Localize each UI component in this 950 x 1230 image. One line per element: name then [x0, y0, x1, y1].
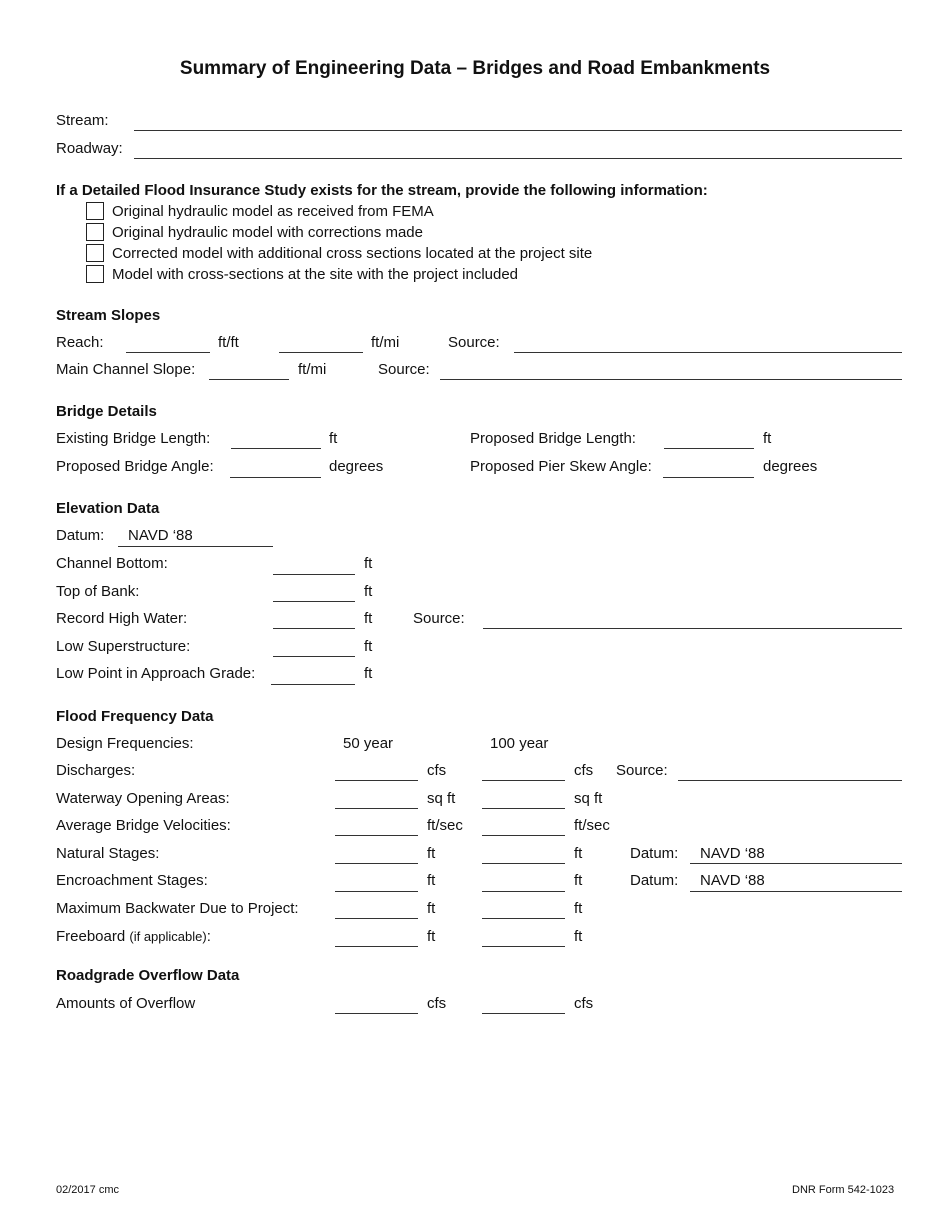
backwater-100-input[interactable] — [482, 918, 565, 919]
natural-stages-100-unit: ft — [574, 845, 583, 862]
stream-slopes-heading: Stream Slopes — [56, 307, 161, 324]
natural-stages-50-input[interactable] — [335, 863, 418, 864]
low-point-approach-grade-unit: ft — [364, 665, 373, 682]
proposed-bridge-angle-input[interactable] — [230, 477, 321, 478]
encroachment-datum-value: NAVD ‘88 — [700, 872, 765, 889]
freeboard-colon: : — [206, 928, 211, 945]
record-high-water-source-label: Source: — [413, 610, 465, 627]
velocities-100-input[interactable] — [482, 835, 565, 836]
natural-stages-datum-label: Datum: — [630, 845, 679, 862]
fis-option-2-label: Original hydraulic model with corrections made — [112, 224, 423, 241]
average-bridge-velocities-label: Average Bridge Velocities: — [56, 817, 231, 834]
encroachment-100-unit: ft — [574, 872, 583, 889]
top-of-bank-label: Top of Bank: — [56, 583, 140, 600]
amounts-of-overflow-label: Amounts of Overflow — [56, 995, 196, 1012]
discharges-100-unit: cfs — [574, 762, 594, 779]
proposed-bridge-length-label: Proposed Bridge Length: — [470, 430, 636, 447]
encroachment-50-unit: ft — [427, 872, 436, 889]
waterway-opening-50-input[interactable] — [335, 808, 418, 809]
proposed-bridge-length-input[interactable] — [664, 448, 754, 449]
record-high-water-label: Record High Water: — [56, 610, 188, 627]
reach-ftmi-input[interactable] — [279, 352, 363, 353]
maximum-backwater-label: Maximum Backwater Due to Project: — [56, 900, 299, 917]
flood-frequency-heading: Flood Frequency Data — [56, 708, 214, 725]
waterway-opening-100-unit: sq ft — [574, 790, 603, 807]
freeboard-100-unit: ft — [574, 928, 583, 945]
discharges-50-input[interactable] — [335, 780, 418, 781]
backwater-50-unit: ft — [427, 900, 436, 917]
velocities-100-unit: ft/sec — [574, 817, 610, 834]
natural-stages-label: Natural Stages: — [56, 845, 160, 862]
proposed-bridge-length-unit: ft — [763, 430, 772, 447]
freeboard-50-unit: ft — [427, 928, 436, 945]
freeboard-note: (if applicable) — [129, 929, 207, 944]
waterway-opening-100-input[interactable] — [482, 808, 565, 809]
proposed-bridge-angle-unit: degrees — [329, 458, 384, 475]
freeboard-label — [56, 928, 211, 945]
reach-source-label: Source: — [448, 334, 500, 351]
encroachment-stages-label: Encroachment Stages: — [56, 872, 208, 889]
reach-ftft-input[interactable] — [126, 352, 210, 353]
encroachment-datum-input[interactable] — [690, 891, 902, 892]
discharges-label: Discharges: — [56, 762, 136, 779]
backwater-50-input[interactable] — [335, 918, 418, 919]
elevation-datum-input[interactable] — [118, 546, 273, 547]
design-frequencies-label: Design Frequencies: — [56, 735, 194, 752]
freeboard-50-input[interactable] — [335, 946, 418, 947]
backwater-100-unit: ft — [574, 900, 583, 917]
encroachment-datum-label: Datum: — [630, 872, 679, 889]
fis-option-2-checkbox[interactable] — [86, 223, 104, 241]
proposed-bridge-angle-label: Proposed Bridge Angle: — [56, 458, 214, 475]
elevation-data-heading: Elevation Data — [56, 500, 160, 517]
footer-form-number: DNR Form 542-1023 — [792, 1184, 895, 1196]
main-channel-source-input[interactable] — [440, 379, 902, 380]
freeboard-100-input[interactable] — [482, 946, 565, 947]
fis-option-3-label: Corrected model with additional cross sections located at the project site — [112, 245, 593, 262]
pier-skew-angle-label: Proposed Pier Skew Angle: — [470, 458, 652, 475]
discharges-source-label: Source: — [616, 762, 668, 779]
low-point-approach-grade-label: Low Point in Approach Grade: — [56, 665, 256, 682]
reach-source-input[interactable] — [514, 352, 902, 353]
waterway-opening-areas-label: Waterway Opening Areas: — [56, 790, 230, 807]
discharges-100-input[interactable] — [482, 780, 565, 781]
low-superstructure-unit: ft — [364, 638, 373, 655]
existing-bridge-length-unit: ft — [329, 430, 338, 447]
fis-option-1-label: Original hydraulic model as received from FEMA — [112, 203, 434, 220]
roadway-input[interactable] — [134, 158, 902, 159]
record-high-water-unit: ft — [364, 610, 373, 627]
natural-stages-50-unit: ft — [427, 845, 436, 862]
discharges-50-unit: cfs — [427, 762, 447, 779]
col-50-year-header: 50 year — [343, 735, 394, 752]
waterway-opening-50-unit: sq ft — [427, 790, 456, 807]
top-of-bank-unit: ft — [364, 583, 373, 600]
discharges-source-input[interactable] — [678, 780, 902, 781]
reach-ftmi-unit: ft/mi — [371, 334, 400, 351]
encroachment-50-input[interactable] — [335, 891, 418, 892]
overflow-50-unit: cfs — [427, 995, 447, 1012]
natural-stages-100-input[interactable] — [482, 863, 565, 864]
channel-bottom-input[interactable] — [273, 574, 355, 575]
pier-skew-angle-input[interactable] — [663, 477, 754, 478]
main-channel-slope-label: Main Channel Slope: — [56, 361, 196, 378]
reach-ftft-unit: ft/ft — [218, 334, 239, 351]
low-superstructure-input[interactable] — [273, 656, 355, 657]
overflow-100-unit: cfs — [574, 995, 594, 1012]
natural-stages-datum-input[interactable] — [690, 863, 902, 864]
roadgrade-overflow-heading: Roadgrade Overflow Data — [56, 967, 240, 984]
channel-bottom-label: Channel Bottom: — [56, 555, 168, 572]
elevation-datum-label: Datum: — [56, 527, 105, 544]
overflow-50-input[interactable] — [335, 1013, 418, 1014]
stream-label: Stream: — [56, 112, 109, 129]
existing-bridge-length-label: Existing Bridge Length: — [56, 430, 211, 447]
col-100-year-header: 100 year — [490, 735, 549, 752]
fis-heading: If a Detailed Flood Insurance Study exists for the stream, provide the following information: — [56, 182, 708, 199]
low-point-approach-grade-input[interactable] — [271, 684, 355, 685]
velocities-50-input[interactable] — [335, 835, 418, 836]
fis-option-3-checkbox[interactable] — [86, 244, 104, 262]
bridge-details-heading: Bridge Details — [56, 403, 157, 420]
main-channel-slope-unit: ft/mi — [298, 361, 327, 378]
freeboard-label-text: Freeboard — [56, 928, 126, 945]
velocities-50-unit: ft/sec — [427, 817, 463, 834]
elevation-datum-value: NAVD ‘88 — [128, 527, 193, 544]
stream-input[interactable] — [134, 130, 902, 131]
footer-date: 02/2017 cmc — [56, 1184, 119, 1196]
fis-option-4-label: Model with cross-sections at the site with the project included — [112, 266, 519, 283]
main-channel-source-label: Source: — [378, 361, 430, 378]
top-of-bank-input[interactable] — [273, 601, 355, 602]
main-channel-slope-input[interactable] — [209, 379, 289, 380]
fis-option-4-checkbox[interactable] — [86, 265, 104, 283]
roadway-label: Roadway: — [56, 140, 123, 157]
fis-option-1-checkbox[interactable] — [86, 202, 104, 220]
pier-skew-angle-unit: degrees — [763, 458, 818, 475]
record-high-water-source-input[interactable] — [483, 628, 902, 629]
encroachment-100-input[interactable] — [482, 891, 565, 892]
record-high-water-input[interactable] — [273, 628, 355, 629]
existing-bridge-length-input[interactable] — [231, 448, 321, 449]
channel-bottom-unit: ft — [364, 555, 373, 572]
reach-label: Reach: — [56, 334, 104, 351]
page-title: Summary of Engineering Data – Bridges and Road Embankments — [179, 58, 771, 79]
natural-stages-datum-value: NAVD ‘88 — [700, 845, 765, 862]
overflow-100-input[interactable] — [482, 1013, 565, 1014]
low-superstructure-label: Low Superstructure: — [56, 638, 191, 655]
